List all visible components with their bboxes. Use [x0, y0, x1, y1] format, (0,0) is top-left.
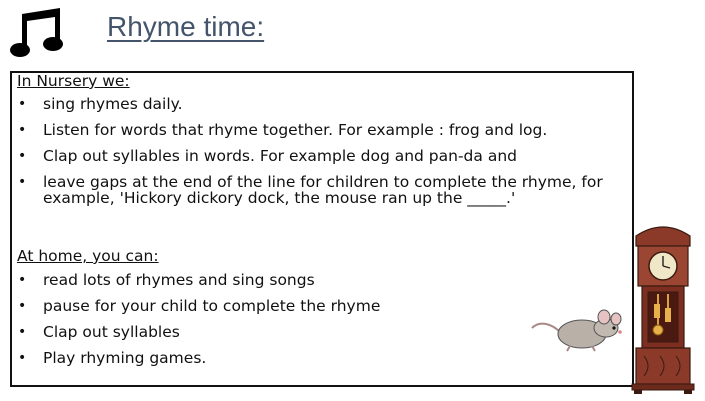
home-heading: At home, you can:: [17, 247, 159, 265]
mouse-illustration: [526, 302, 630, 354]
nursery-list: [12, 96, 632, 214]
nursery-heading: In Nursery we:: [17, 72, 130, 90]
list-item: • Listen for words that rhyme together. For example : frog and log.: [18, 121, 548, 139]
list-item: • read lots of rhymes and sing songs: [18, 271, 315, 289]
list-item: • leave gaps at the end of the line for children to complete the rhyme, for: [18, 173, 603, 191]
list-item-continuation: example, 'Hickory dickory dock, the mouse ran up the _____.': [43, 189, 516, 207]
music-note-icon: [8, 6, 64, 58]
list-item: • Play rhyming games.: [18, 349, 207, 367]
list-item: • Clap out syllables in words. For example dog and pan-da and: [18, 147, 517, 165]
list-item: • Clap out syllables: [18, 323, 180, 341]
list-item: • sing rhymes daily.: [18, 95, 183, 113]
grandfather-clock-illustration: [628, 222, 698, 394]
list-item: • pause for your child to complete the rhyme: [18, 297, 381, 315]
page-title: Rhyme time:: [107, 11, 265, 42]
